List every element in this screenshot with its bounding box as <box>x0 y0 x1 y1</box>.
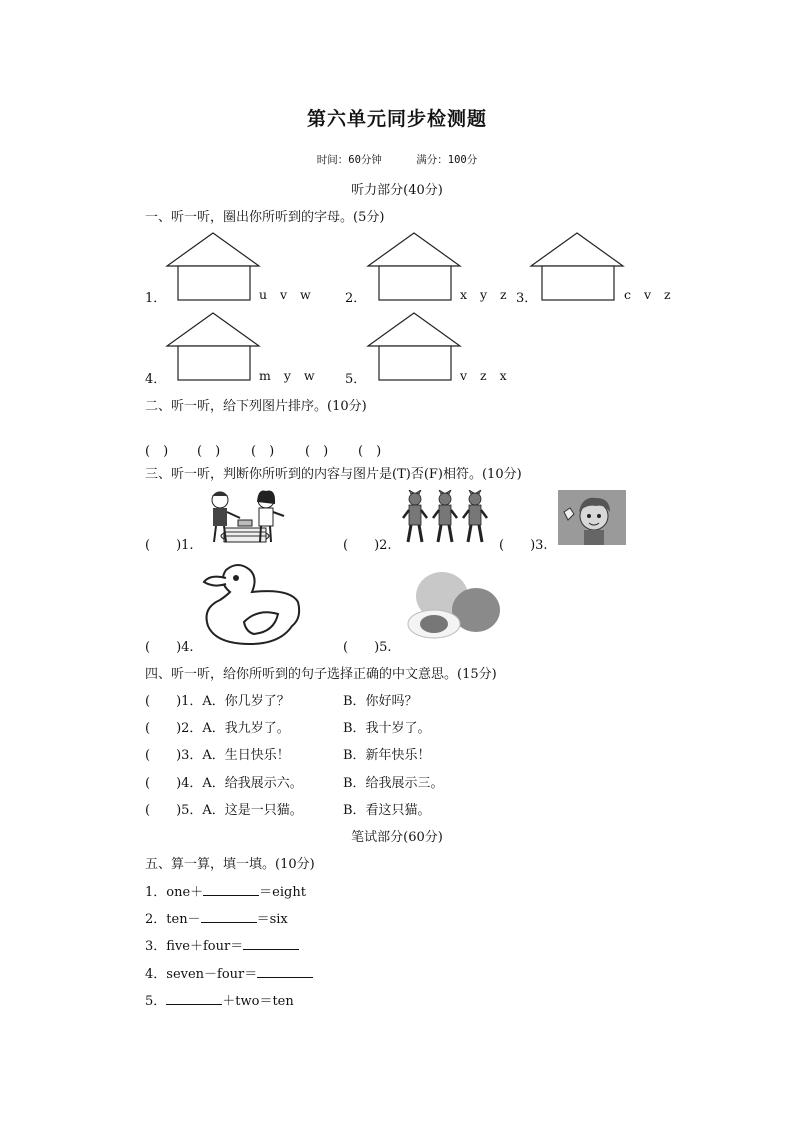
s4-item-3-b[interactable]: B．新年快乐！ <box>343 748 431 763</box>
s5-item-4-pre: 4．seven－four＝ <box>145 967 258 982</box>
exam-time: 时间：60分钟 <box>316 154 382 166</box>
s4-item-2-b[interactable]: B．我十岁了。 <box>343 721 431 736</box>
boy-cartoon-picture <box>558 490 626 549</box>
three-cartoon-animals-picture <box>402 490 488 552</box>
section-4-heading: 四、听一听，给你所听到的句子选择正确的中文意思。(15分) <box>145 667 497 682</box>
section-3-heading: 三、听一听，判断你所听到的内容与图片是(T)否(F)相符。(10分) <box>145 467 522 482</box>
s1-item-5-num: 5． <box>345 372 367 387</box>
s1-item-1-letters: u v w <box>259 287 311 302</box>
exam-meta <box>0 152 794 167</box>
s5-item-1 <box>145 881 306 900</box>
s5-item-5-post: ＋two＝ten <box>222 994 294 1009</box>
s2-paren-4[interactable]: ( ) <box>305 444 329 459</box>
s1-item-5-letters: v z x <box>460 368 507 383</box>
s3-item-2-label[interactable]: ( )2. <box>343 538 392 553</box>
s1-item-2-num: 2． <box>345 291 367 306</box>
s5-item-2 <box>145 908 288 927</box>
s4-item-4-a[interactable]: ( )4．A．给我展示六。 <box>145 776 303 791</box>
s2-paren-1[interactable]: ( ) <box>145 444 169 459</box>
house-5 <box>366 312 462 382</box>
exam-score: 满分：100分 <box>416 154 478 166</box>
s4-item-1-a[interactable]: ( )1．A．你几岁了？ <box>145 694 290 709</box>
s5-item-2-blank[interactable] <box>201 910 257 923</box>
s5-item-2-post: ＝six <box>256 912 288 927</box>
s1-item-3-letters: c v z <box>624 287 671 302</box>
listening-part-heading: 听力部分(40分) <box>351 183 443 198</box>
house-4 <box>165 312 261 382</box>
section-2-heading: 二、听一听，给下列图片排序。(10分) <box>145 399 367 414</box>
s5-item-4-blank[interactable] <box>257 965 313 978</box>
s2-paren-2[interactable]: ( ) <box>197 444 221 459</box>
page-title: 第六单元同步检测题 <box>306 108 487 130</box>
s4-item-1-b[interactable]: B．你好吗？ <box>343 694 418 709</box>
s5-item-5-pre: 5． <box>145 994 167 1009</box>
house-2 <box>366 232 462 302</box>
s4-item-5-b[interactable]: B．看这只猫。 <box>343 803 431 818</box>
s1-item-2-letters: x y z <box>460 287 507 302</box>
s3-item-3-label[interactable]: ( )3. <box>499 538 548 553</box>
s5-item-4 <box>145 963 313 982</box>
s4-item-3-a[interactable]: ( )3．A．生日快乐！ <box>145 748 290 763</box>
s2-paren-5[interactable]: ( ) <box>358 444 382 459</box>
s5-item-3 <box>145 935 299 954</box>
s5-item-1-post: ＝eight <box>259 885 306 900</box>
s3-item-5-label[interactable]: ( )5. <box>343 640 392 655</box>
s1-item-4-letters: m y w <box>259 368 315 383</box>
s1-item-4-num: 4． <box>145 372 167 387</box>
s5-item-3-pre: 3．five＋four＝ <box>145 939 244 954</box>
section-5-heading: 五、算一算，填一填。(10分) <box>145 857 315 872</box>
s5-item-3-blank[interactable] <box>243 937 299 950</box>
s3-item-4-label[interactable]: ( )4. <box>145 640 194 655</box>
s4-item-4-b[interactable]: B．给我展示三。 <box>343 776 444 791</box>
s3-item-1-label[interactable]: ( )1. <box>145 538 194 553</box>
house-3 <box>529 232 625 302</box>
section-1-heading: 一、听一听，圈出你所听到的字母。(5分) <box>145 210 385 225</box>
s4-item-2-a[interactable]: ( )2．A．我九岁了。 <box>145 721 290 736</box>
duck-picture <box>200 562 302 652</box>
s2-paren-3[interactable]: ( ) <box>251 444 275 459</box>
s5-item-2-pre: 2．ten－ <box>145 912 201 927</box>
house-1 <box>165 232 261 302</box>
s5-item-5 <box>145 990 294 1009</box>
s5-item-1-blank[interactable] <box>203 883 259 896</box>
eggs-picture <box>404 566 502 646</box>
s1-item-1-num: 1． <box>145 291 167 306</box>
s5-item-5-blank[interactable] <box>166 992 222 1005</box>
writing-part-heading: 笔试部分(60分) <box>351 830 443 845</box>
s5-item-1-pre: 1．one＋ <box>145 885 204 900</box>
s4-item-5-a[interactable]: ( )5．A．这是一只猫。 <box>145 803 303 818</box>
s1-item-3-num: 3． <box>516 291 538 306</box>
children-eating-picture <box>200 488 290 550</box>
